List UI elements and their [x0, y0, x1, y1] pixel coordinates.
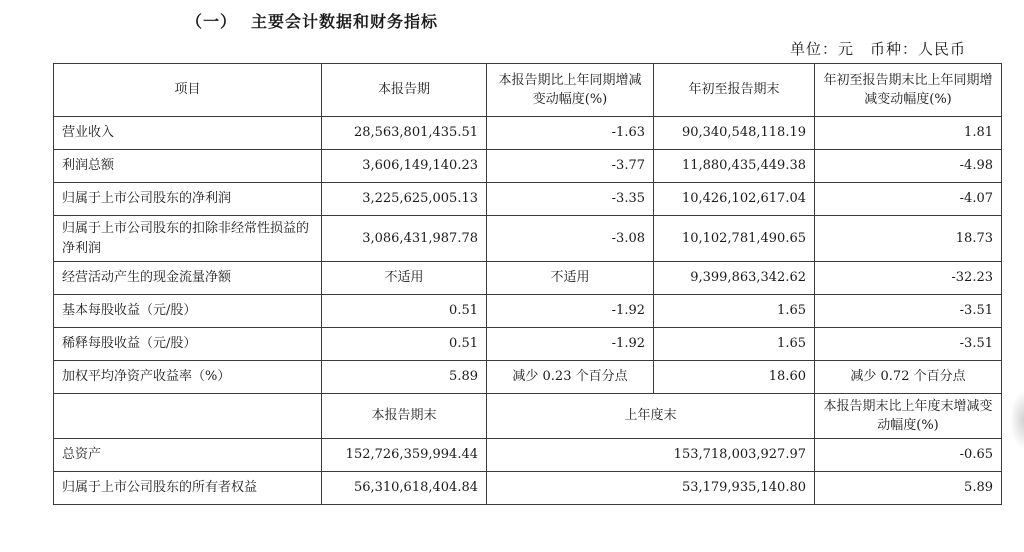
row-ytd-change: -3.51 [815, 328, 1002, 361]
balance-header-empty [54, 394, 322, 439]
row-current: 3,225,625,005.13 [322, 183, 487, 216]
section-number: （一） [186, 12, 238, 31]
header-balance-change: 本报告期末比上年度末增减变动幅度(%) [815, 394, 1002, 439]
row-item: 归属于上市公司股东的所有者权益 [54, 472, 322, 505]
table-row [54, 295, 1002, 328]
table-row [54, 439, 1002, 472]
row-item: 经营活动产生的现金流量净额 [54, 262, 322, 295]
unit-line [790, 38, 966, 59]
row-ytd: 10,426,102,617.04 [654, 183, 815, 216]
balance-header-row [54, 394, 1002, 439]
row-ytd-change: -32.23 [815, 262, 1002, 295]
row-current-change: -1.63 [487, 117, 654, 150]
table-row [54, 361, 1002, 394]
unit-label: 单位：元 [789, 40, 854, 58]
row-current-change: -3.08 [487, 216, 654, 262]
header-ytd: 年初至报告期末 [654, 64, 815, 117]
row-prior-year-end: 53,179,935,140.80 [487, 472, 815, 505]
table-row [54, 150, 1002, 183]
row-current-change: -1.92 [487, 328, 654, 361]
row-current: 0.51 [322, 295, 487, 328]
row-ytd-change: -4.07 [815, 183, 1002, 216]
row-ytd: 90,340,548,118.19 [654, 117, 815, 150]
row-ytd-change: 18.73 [815, 216, 1002, 262]
currency-label: 币种：人民币 [869, 40, 966, 58]
header-prior-year-end: 上年度末 [487, 394, 815, 439]
row-item: 归属于上市公司股东的净利润 [54, 183, 322, 216]
table-row [54, 472, 1002, 505]
row-item: 营业收入 [54, 117, 322, 150]
row-item: 归属于上市公司股东的扣除非经常性损益的净利润 [54, 216, 322, 262]
header-ytd-change: 年初至报告期末比上年同期增减变动幅度(%) [815, 64, 1002, 117]
row-ytd: 18.60 [654, 361, 815, 394]
header-current-change: 本报告期比上年同期增减变动幅度(%) [487, 64, 654, 117]
row-current-change: -3.35 [487, 183, 654, 216]
row-current: 0.51 [322, 328, 487, 361]
row-item: 基本每股收益（元/股） [54, 295, 322, 328]
row-ytd-change: -4.98 [815, 150, 1002, 183]
row-period-end: 56,310,618,404.84 [322, 472, 487, 505]
row-item: 加权平均净资产收益率（%） [54, 361, 322, 394]
row-ytd-change: -3.51 [815, 295, 1002, 328]
row-ytd: 1.65 [654, 328, 815, 361]
row-item: 总资产 [54, 439, 322, 472]
header-row [54, 64, 1002, 117]
header-period-end: 本报告期末 [322, 394, 487, 439]
section-title: 主要会计数据和财务指标 [251, 12, 439, 31]
table-row [54, 183, 1002, 216]
row-current-change: -1.92 [487, 295, 654, 328]
row-ytd: 11,880,435,449.38 [654, 150, 815, 183]
row-current: 3,606,149,140.23 [322, 150, 487, 183]
section-heading [186, 9, 438, 32]
row-item: 利润总额 [54, 150, 322, 183]
row-ytd-change: 减少 0.72 个百分点 [815, 361, 1002, 394]
row-prior-year-end: 153,718,003,927.97 [487, 439, 815, 472]
row-item: 稀释每股收益（元/股） [54, 328, 322, 361]
row-current: 不适用 [322, 262, 487, 295]
row-period-end: 152,726,359,994.44 [322, 439, 487, 472]
row-balance-change: -0.65 [815, 439, 1002, 472]
financial-table [53, 63, 1002, 505]
table-row [54, 117, 1002, 150]
row-ytd-change: 1.81 [815, 117, 1002, 150]
row-current-change: 减少 0.23 个百分点 [487, 361, 654, 394]
row-ytd: 9,399,863,342.62 [654, 262, 815, 295]
row-ytd: 10,102,781,490.65 [654, 216, 815, 262]
row-current-change: 不适用 [487, 262, 654, 295]
table-row [54, 216, 1002, 262]
header-item: 项目 [54, 64, 322, 117]
table-row [54, 328, 1002, 361]
row-current-change: -3.77 [487, 150, 654, 183]
row-ytd: 1.65 [654, 295, 815, 328]
row-current: 5.89 [322, 361, 487, 394]
header-current-period: 本报告期 [322, 64, 487, 117]
row-current: 3,086,431,987.78 [322, 216, 487, 262]
row-balance-change: 5.89 [815, 472, 1002, 505]
page-edge-shadow [1010, 390, 1024, 450]
table-row [54, 262, 1002, 295]
row-current: 28,563,801,435.51 [322, 117, 487, 150]
